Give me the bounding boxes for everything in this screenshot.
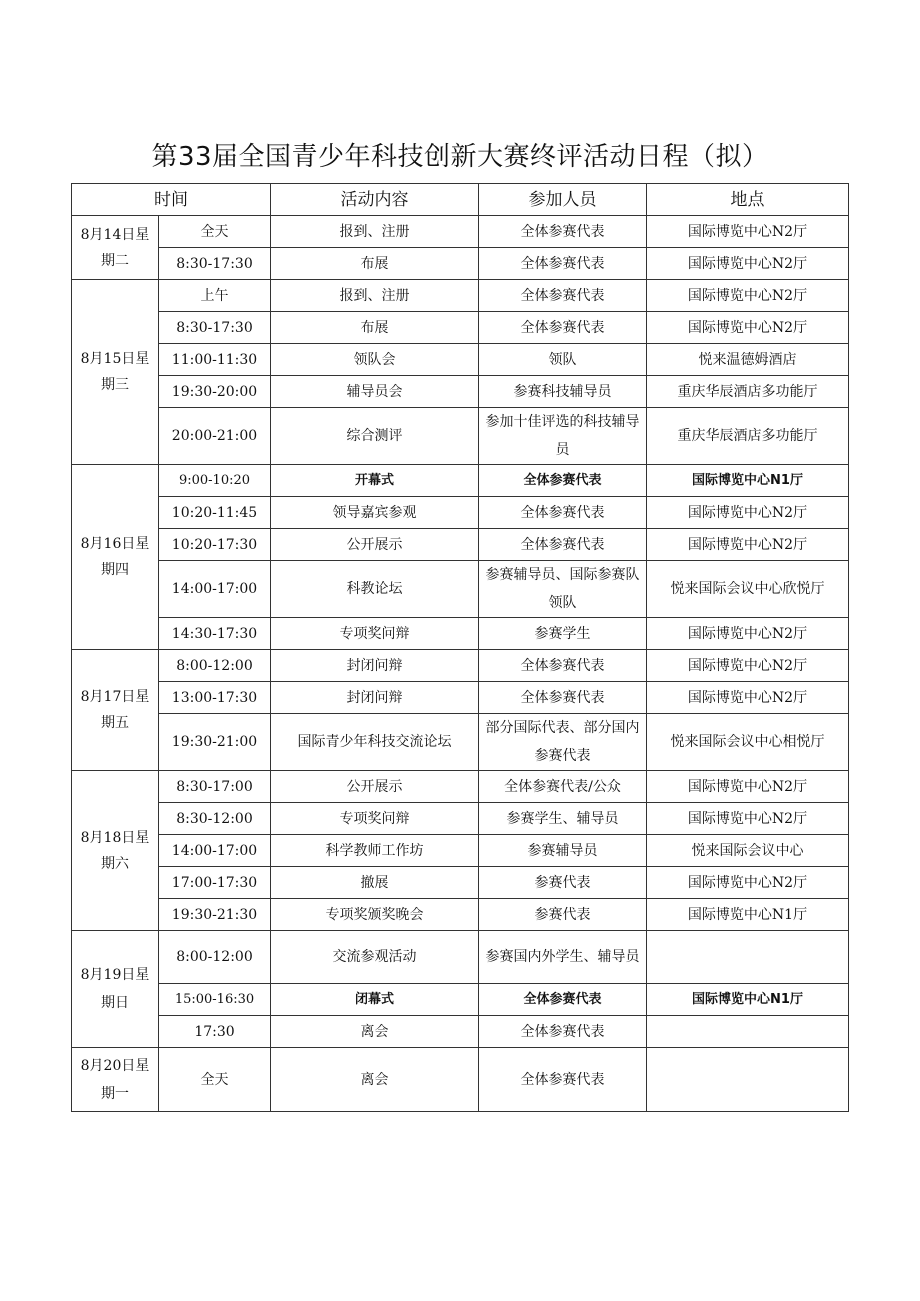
time-cell: 10:20-17:30 xyxy=(159,529,271,561)
participants-cell: 全体参赛代表 xyxy=(479,465,647,497)
time-cell: 17:30 xyxy=(159,1016,271,1048)
date-cell: 8月14日星期二 xyxy=(72,216,159,280)
header-location: 地点 xyxy=(647,184,849,216)
location-cell: 国际博览中心N2厅 xyxy=(647,682,849,714)
activity-cell: 封闭问辩 xyxy=(271,682,479,714)
participants-cell: 全体参赛代表 xyxy=(479,248,647,280)
table-row xyxy=(72,497,849,529)
table-row xyxy=(72,280,849,312)
table-row xyxy=(72,1016,849,1048)
time-cell: 19:30-21:00 xyxy=(159,714,271,771)
time-cell: 19:30-21:30 xyxy=(159,899,271,931)
participants-cell: 部分国际代表、部分国内参赛代表 xyxy=(479,714,647,771)
activity-cell: 布展 xyxy=(271,248,479,280)
location-cell: 悦来温德姆酒店 xyxy=(647,344,849,376)
date-cell: 8月15日星期三 xyxy=(72,280,159,465)
table-row xyxy=(72,931,849,984)
location-cell: 重庆华辰酒店多功能厅 xyxy=(647,408,849,465)
schedule-table xyxy=(71,183,849,1112)
activity-cell: 专项奖颁奖晚会 xyxy=(271,899,479,931)
participants-cell: 参赛国内外学生、辅导员 xyxy=(479,931,647,984)
activity-cell: 开幕式 xyxy=(271,465,479,497)
participants-cell: 参赛科技辅导员 xyxy=(479,376,647,408)
activity-cell: 撤展 xyxy=(271,867,479,899)
time-cell: 17:00-17:30 xyxy=(159,867,271,899)
date-cell: 8月19日星期日 xyxy=(72,931,159,1048)
time-cell: 20:00-21:00 xyxy=(159,408,271,465)
table-row xyxy=(72,344,849,376)
time-cell: 8:30-17:30 xyxy=(159,248,271,280)
activity-cell: 离会 xyxy=(271,1048,479,1112)
activity-cell: 国际青少年科技交流论坛 xyxy=(271,714,479,771)
header-row xyxy=(72,184,849,216)
participants-cell: 参赛辅导员、国际参赛队领队 xyxy=(479,561,647,618)
location-cell xyxy=(647,1048,849,1112)
time-cell: 8:30-12:00 xyxy=(159,803,271,835)
participants-cell: 参赛学生、辅导员 xyxy=(479,803,647,835)
activity-cell: 科学教师工作坊 xyxy=(271,835,479,867)
location-cell xyxy=(647,931,849,984)
table-row xyxy=(72,650,849,682)
activity-cell: 专项奖问辩 xyxy=(271,618,479,650)
table-row xyxy=(72,529,849,561)
activity-cell: 封闭问辩 xyxy=(271,650,479,682)
location-cell: 国际博览中心N2厅 xyxy=(647,312,849,344)
time-cell: 全天 xyxy=(159,216,271,248)
table-row xyxy=(72,867,849,899)
table-row xyxy=(72,561,849,618)
time-cell: 8:30-17:00 xyxy=(159,771,271,803)
header-participants: 参加人员 xyxy=(479,184,647,216)
location-cell: 国际博览中心N2厅 xyxy=(647,618,849,650)
table-row xyxy=(72,1048,849,1112)
participants-cell: 全体参赛代表/公众 xyxy=(479,771,647,803)
participants-cell: 参赛代表 xyxy=(479,867,647,899)
location-cell: 国际博览中心N2厅 xyxy=(647,803,849,835)
date-cell: 8月16日星期四 xyxy=(72,465,159,650)
table-row xyxy=(72,465,849,497)
location-cell: 重庆华辰酒店多功能厅 xyxy=(647,376,849,408)
activity-cell: 科教论坛 xyxy=(271,561,479,618)
participants-cell: 全体参赛代表 xyxy=(479,1048,647,1112)
activity-cell: 闭幕式 xyxy=(271,984,479,1016)
time-cell: 上午 xyxy=(159,280,271,312)
date-cell: 8月17日星期五 xyxy=(72,650,159,771)
time-cell: 15:00-16:30 xyxy=(159,984,271,1016)
time-cell: 9:00-10:20 xyxy=(159,465,271,497)
table-row xyxy=(72,771,849,803)
table-row xyxy=(72,408,849,465)
participants-cell: 全体参赛代表 xyxy=(479,1016,647,1048)
location-cell: 国际博览中心N2厅 xyxy=(647,248,849,280)
participants-cell: 参赛辅导员 xyxy=(479,835,647,867)
date-cell: 8月20日星期一 xyxy=(72,1048,159,1112)
location-cell: 国际博览中心N2厅 xyxy=(647,771,849,803)
time-cell: 19:30-20:00 xyxy=(159,376,271,408)
activity-cell: 报到、注册 xyxy=(271,216,479,248)
table-row xyxy=(72,216,849,248)
table-row xyxy=(72,248,849,280)
participants-cell: 全体参赛代表 xyxy=(479,682,647,714)
header-activity: 活动内容 xyxy=(271,184,479,216)
time-cell: 13:00-17:30 xyxy=(159,682,271,714)
time-cell: 8:30-17:30 xyxy=(159,312,271,344)
table-row xyxy=(72,835,849,867)
location-cell: 悦来国际会议中心 xyxy=(647,835,849,867)
location-cell: 国际博览中心N1厅 xyxy=(647,899,849,931)
participants-cell: 全体参赛代表 xyxy=(479,650,647,682)
activity-cell: 综合测评 xyxy=(271,408,479,465)
activity-cell: 公开展示 xyxy=(271,529,479,561)
time-cell: 14:30-17:30 xyxy=(159,618,271,650)
participants-cell: 全体参赛代表 xyxy=(479,312,647,344)
time-cell: 10:20-11:45 xyxy=(159,497,271,529)
table-row xyxy=(72,618,849,650)
table-row xyxy=(72,376,849,408)
time-cell: 14:00-17:00 xyxy=(159,561,271,618)
header-time: 时间 xyxy=(72,184,271,216)
participants-cell: 参赛学生 xyxy=(479,618,647,650)
participants-cell: 全体参赛代表 xyxy=(479,529,647,561)
activity-cell: 离会 xyxy=(271,1016,479,1048)
activity-cell: 公开展示 xyxy=(271,771,479,803)
location-cell: 国际博览中心N2厅 xyxy=(647,529,849,561)
participants-cell: 参加十佳评选的科技辅导员 xyxy=(479,408,647,465)
location-cell: 国际博览中心N2厅 xyxy=(647,216,849,248)
date-cell: 8月18日星期六 xyxy=(72,771,159,931)
time-cell: 11:00-11:30 xyxy=(159,344,271,376)
location-cell: 悦来国际会议中心欣悦厅 xyxy=(647,561,849,618)
table-row xyxy=(72,714,849,771)
time-cell: 全天 xyxy=(159,1048,271,1112)
participants-cell: 全体参赛代表 xyxy=(479,497,647,529)
table-row xyxy=(72,984,849,1016)
activity-cell: 交流参观活动 xyxy=(271,931,479,984)
activity-cell: 辅导员会 xyxy=(271,376,479,408)
time-cell: 8:00-12:00 xyxy=(159,931,271,984)
page-title: 第33届全国青少年科技创新大赛终评活动日程（拟） xyxy=(151,142,769,172)
location-cell xyxy=(647,1016,849,1048)
table-row xyxy=(72,899,849,931)
location-cell: 国际博览中心N1厅 xyxy=(647,465,849,497)
participants-cell: 全体参赛代表 xyxy=(479,280,647,312)
location-cell: 国际博览中心N2厅 xyxy=(647,497,849,529)
location-cell: 国际博览中心N2厅 xyxy=(647,867,849,899)
activity-cell: 领队会 xyxy=(271,344,479,376)
activity-cell: 专项奖问辩 xyxy=(271,803,479,835)
participants-cell: 全体参赛代表 xyxy=(479,984,647,1016)
table-row xyxy=(72,312,849,344)
activity-cell: 布展 xyxy=(271,312,479,344)
table-row xyxy=(72,803,849,835)
location-cell: 国际博览中心N1厅 xyxy=(647,984,849,1016)
activity-cell: 领导嘉宾参观 xyxy=(271,497,479,529)
table-row xyxy=(72,682,849,714)
participants-cell: 领队 xyxy=(479,344,647,376)
participants-cell: 全体参赛代表 xyxy=(479,216,647,248)
location-cell: 国际博览中心N2厅 xyxy=(647,280,849,312)
location-cell: 国际博览中心N2厅 xyxy=(647,650,849,682)
participants-cell: 参赛代表 xyxy=(479,899,647,931)
time-cell: 8:00-12:00 xyxy=(159,650,271,682)
activity-cell: 报到、注册 xyxy=(271,280,479,312)
time-cell: 14:00-17:00 xyxy=(159,835,271,867)
location-cell: 悦来国际会议中心相悦厅 xyxy=(647,714,849,771)
